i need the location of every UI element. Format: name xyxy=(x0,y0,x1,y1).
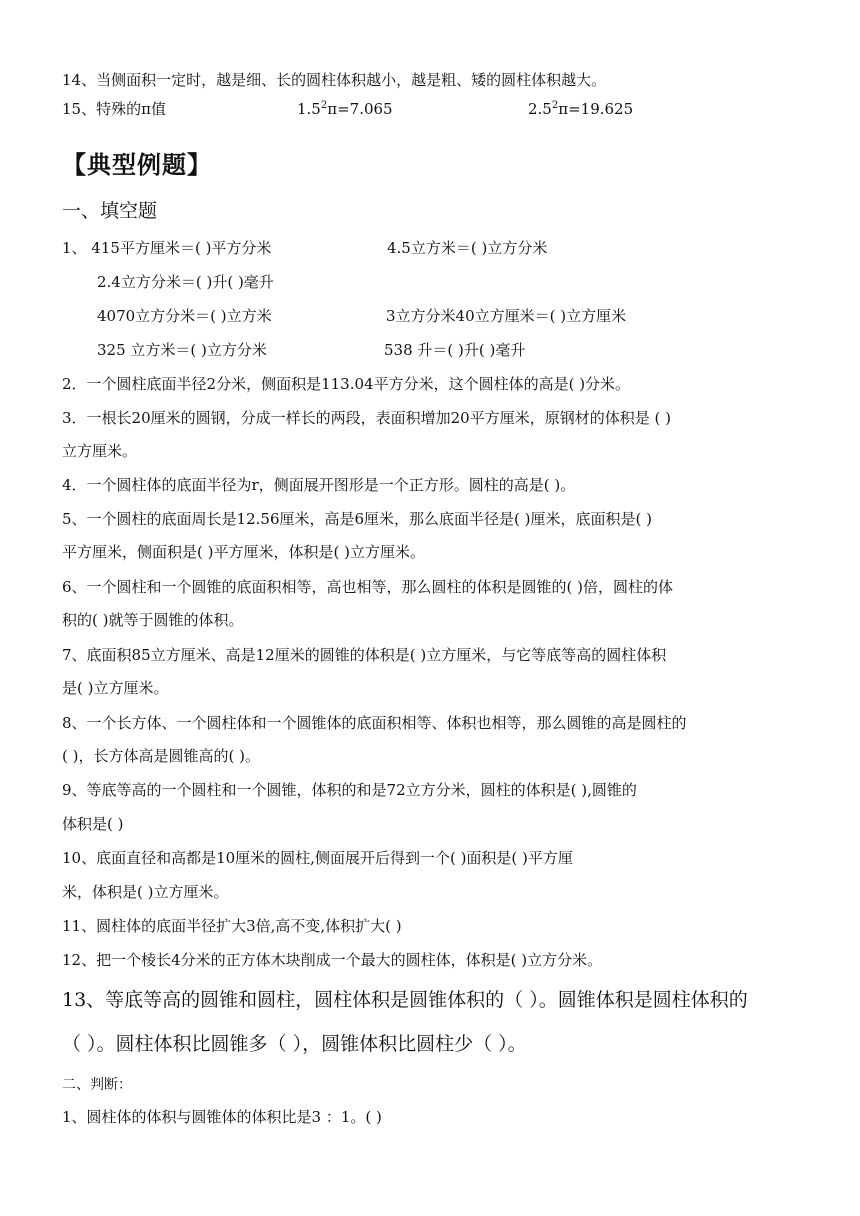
value-b-result: π=19.625 xyxy=(558,100,634,118)
question-7-line-2: 是( )立方厘米。 xyxy=(62,679,169,697)
question-6-line-1: 6、一个圆柱和一个圆锥的底面积相等，高也相等，那么圆柱的体积是圆锥的( )倍，圆柱的体 xyxy=(62,578,674,596)
section-heading: 【典型例题】 xyxy=(62,151,212,179)
question-1-item-f: 538 升＝( )升( )毫升 xyxy=(384,341,526,359)
question-11: 11、圆柱体的底面半径扩大3倍,高不变,体积扩大( ) xyxy=(62,917,402,935)
question-8-line-1: 8、一个长方体、一个圆柱体和一个圆锥体的底面积相等、体积也相等，那么圆锥的高是圆柱的 xyxy=(62,714,687,732)
question-1-row-4 xyxy=(97,340,810,360)
question-9-line-1: 9、等底等高的一个圆柱和一个圆锥，体积的和是72立方分米，圆柱的体积是( ),圆锥的 xyxy=(62,781,637,799)
note-15-label: 15、特殊的π值 xyxy=(62,100,166,118)
value-a-result: π=7.065 xyxy=(327,100,393,118)
question-9-line-2: 体积是( ) xyxy=(62,815,124,833)
question-1-row-3 xyxy=(97,306,810,326)
question-1-row-2: 2.4立方分米＝( )升( )毫升 xyxy=(97,273,274,291)
note-15-value-b xyxy=(528,99,633,119)
question-6-line-2: 积的( )就等于圆锥的体积。 xyxy=(62,611,244,629)
question-4: 4．一个圆柱体的底面半径为r，侧面展开图形是一个正方形。圆柱的高是( )。 xyxy=(62,476,576,494)
value-b-base: 2.5 xyxy=(528,100,552,118)
question-13-line-1: 13、等底等高的圆锥和圆柱，圆柱体积是圆锥体积的（ ）。圆锥体积是圆柱体积的 xyxy=(62,989,748,1011)
question-1-item-b: 4.5立方米＝( )立方分米 xyxy=(387,239,548,257)
question-5-line-2: 平方厘米，侧面积是( )平方厘米，体积是( )立方厘米。 xyxy=(62,543,425,561)
question-1-item-d: 3立方分米40立方厘米＝( )立方厘米 xyxy=(386,307,627,325)
question-3-line-1: 3．一根长20厘米的圆钢，分成一样长的两段，表面积增加20平方厘米，原钢材的体积是 ( ) xyxy=(62,409,671,427)
question-7-line-1: 7、底面积85立方厘米、高是12厘米的圆锥的体积是( )立方厘米，与它等底等高的圆柱体积 xyxy=(62,646,667,664)
question-2: 2．一个圆柱底面半径2分米，侧面积是113.04平方分米，这个圆柱体的高是( )分米。 xyxy=(62,375,631,393)
question-5-line-1: 5、一个圆柱的底面周长是12.56厘米，高是6厘米，那么底面半径是( )厘米，底面积是( ) xyxy=(62,510,652,528)
question-1-row-1 xyxy=(62,238,810,258)
question-12: 12、把一个棱长4分米的正方体木块削成一个最大的圆柱体，体积是( )立方分米。 xyxy=(62,951,603,969)
question-13-line-2: （ ）。圆柱体积比圆锥多（ ），圆锥体积比圆柱少（ ）。 xyxy=(62,1033,527,1055)
question-1-item-e: 325 立方米＝( )立方分米 xyxy=(97,341,267,359)
question-10-line-2: 米，体积是( )立方厘米。 xyxy=(62,883,229,901)
judgment-1: 1、圆柱体的体积与圆锥体的体积比是3 ：1。( ) xyxy=(62,1108,382,1126)
section-fill-in: 一、填空题 xyxy=(62,200,158,222)
note-14: 14、当侧面积一定时，越是细、长的圆柱体积越小，越是粗、矮的圆柱体积越大。 xyxy=(62,71,607,89)
question-10-line-1: 10、底面直径和高都是10厘米的圆柱,侧面展开后得到一个( )面积是( )平方厘 xyxy=(62,849,573,867)
note-15-value-a xyxy=(297,99,393,119)
question-8-line-2: ( )，长方体高是圆锥高的( )。 xyxy=(62,747,260,765)
question-1-item-a: 1、 415平方厘米＝( )平方分米 xyxy=(62,239,272,257)
question-3-line-2: 立方厘米。 xyxy=(62,442,138,460)
superscript: 2 xyxy=(551,100,559,111)
note-15 xyxy=(62,99,810,119)
question-1-item-c: 4070立方分米＝( )立方米 xyxy=(97,307,272,325)
section-judgment: 二、判断： xyxy=(62,1077,132,1093)
value-a-base: 1.5 xyxy=(297,100,321,118)
superscript: 2 xyxy=(320,100,328,111)
